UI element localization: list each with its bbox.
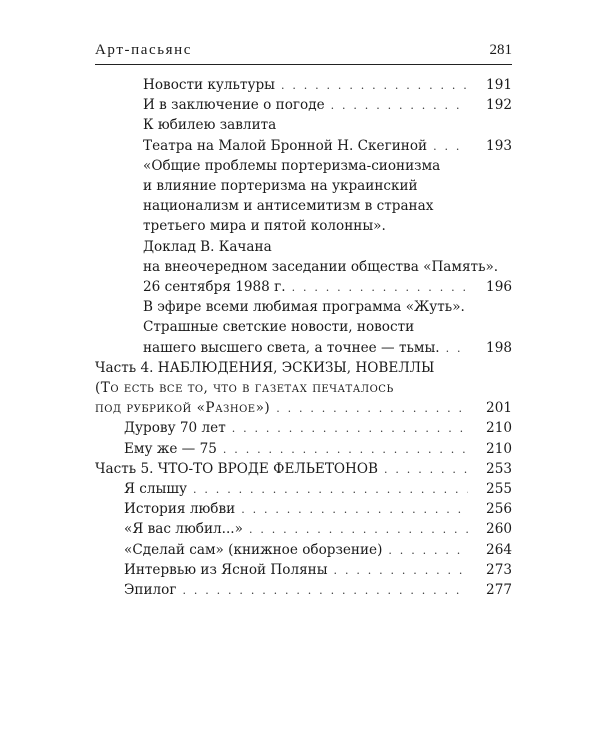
dot-leader — [232, 419, 468, 439]
toc-entry — [143, 297, 512, 317]
toc-entry-title: под рубрикой «Разное») — [95, 400, 271, 417]
toc-entry — [143, 95, 512, 115]
dot-leader — [331, 96, 468, 116]
toc-entry-title: Я слышу — [124, 481, 188, 497]
toc-entry-title: Театра на Малой Бронной Н. Скегиной — [143, 137, 428, 154]
toc-entry-title: «Общие проблемы портеризма-сионизма — [143, 157, 441, 174]
toc-entry-title: (То есть все то, что в газетах печаталось — [95, 380, 394, 396]
dot-leader — [292, 278, 468, 298]
toc-entry — [143, 176, 512, 196]
toc-entry-title: нашего высшего света, а точнее — тьмы. — [143, 339, 440, 356]
dot-leader — [276, 399, 468, 419]
toc-entry-page: 191 — [486, 77, 512, 93]
toc-entry-page: 201 — [486, 400, 512, 417]
toc-entry — [143, 317, 512, 337]
toc-entry-title: В эфире всеми любимая программа «Жуть». — [143, 299, 465, 316]
toc-entry-page: 273 — [486, 561, 512, 578]
toc-entry-title: Интервью из Ясной Поляны — [124, 561, 328, 578]
dot-leader — [281, 76, 468, 96]
toc-entry-title: третьего мира и пятой колонны». — [143, 218, 386, 235]
toc-entry-title: Страшные светские новости, новости — [143, 319, 415, 336]
toc-entry-page: 196 — [486, 279, 512, 295]
toc-entry-title: История любви — [124, 501, 236, 518]
toc-entry — [124, 479, 512, 499]
toc-entry — [95, 398, 512, 418]
toc-entry — [95, 378, 512, 398]
toc-entry-page: 253 — [486, 460, 512, 477]
toc-entry — [124, 540, 512, 560]
toc-entry-title: «Сделай сам» (книжное оборзение) — [124, 541, 383, 558]
dot-leader — [446, 339, 468, 359]
dot-leader — [388, 541, 468, 561]
dot-leader — [249, 520, 468, 540]
toc-entry-page: 210 — [486, 440, 512, 457]
toc-entry — [143, 115, 512, 135]
toc-entry — [95, 459, 512, 479]
toc-entry-title: К юбилею завлита — [143, 117, 277, 134]
toc-entry-title: И в заключение о погоде — [143, 97, 325, 114]
toc-entry-page: 210 — [486, 420, 512, 437]
dot-leader — [433, 137, 468, 157]
running-title: Арт-пасьянс — [95, 42, 193, 58]
toc-entry — [143, 156, 512, 176]
toc-entry — [143, 136, 512, 156]
toc-entry — [124, 499, 512, 519]
dot-leader — [182, 581, 468, 601]
toc-entry-page: 260 — [486, 521, 512, 538]
toc-entry-page: 193 — [486, 137, 512, 154]
toc-entry-title: на внеочередном заседании общества «Память». — [143, 258, 499, 275]
toc-entry-title: «Я вас любил...» — [124, 521, 243, 538]
page-number: 281 — [489, 42, 512, 58]
toc-entry-title: Часть 4. НАБЛЮДЕНИЯ, ЭСКИЗЫ, НОВЕЛЛЫ — [95, 359, 435, 376]
toc-entry-title: Ему же — 75 — [124, 440, 217, 457]
toc-entry-title: и влияние портеризма на украинский — [143, 178, 418, 194]
dot-leader — [193, 480, 468, 500]
toc-entry — [143, 338, 512, 358]
toc-entry-title: Эпилог — [124, 582, 177, 598]
toc-entry — [143, 277, 512, 297]
toc-entry — [143, 216, 512, 236]
header-rule — [95, 64, 512, 65]
running-head — [95, 34, 512, 64]
toc-entry-page: 198 — [486, 339, 512, 356]
toc-entry — [143, 196, 512, 216]
toc-entry — [124, 418, 512, 438]
toc-entry — [124, 519, 512, 539]
toc-entry-page: 192 — [486, 97, 512, 114]
toc-entry — [124, 560, 512, 580]
toc-entry — [143, 75, 512, 95]
toc-entry-title: национализм и антисемитизм в странах — [143, 198, 434, 215]
toc-entry-page: 277 — [486, 582, 512, 598]
dot-leader — [223, 440, 468, 460]
dot-leader — [334, 561, 468, 581]
toc-entry-title: 26 сентября 1988 г. — [143, 279, 286, 295]
toc-entry-title: Часть 5. ЧТО-ТО ВРОДЕ ФЕЛЬЕТОНОВ — [95, 460, 379, 477]
dot-leader — [384, 460, 468, 480]
toc-entry — [143, 237, 512, 257]
toc-entry-page: 255 — [486, 481, 512, 497]
toc-entry — [143, 257, 512, 277]
toc-entry-title: Доклад В. Качана — [143, 238, 272, 255]
toc-entry-page: 256 — [486, 501, 512, 518]
toc-entry — [95, 358, 512, 378]
toc-entry-title: Новости культуры — [143, 77, 275, 93]
toc-entry-page: 264 — [486, 541, 512, 558]
toc-entry — [124, 580, 512, 600]
dot-leader — [241, 500, 468, 520]
toc-entry — [124, 439, 512, 459]
toc-entry-title: Дурову 70 лет — [124, 420, 226, 437]
